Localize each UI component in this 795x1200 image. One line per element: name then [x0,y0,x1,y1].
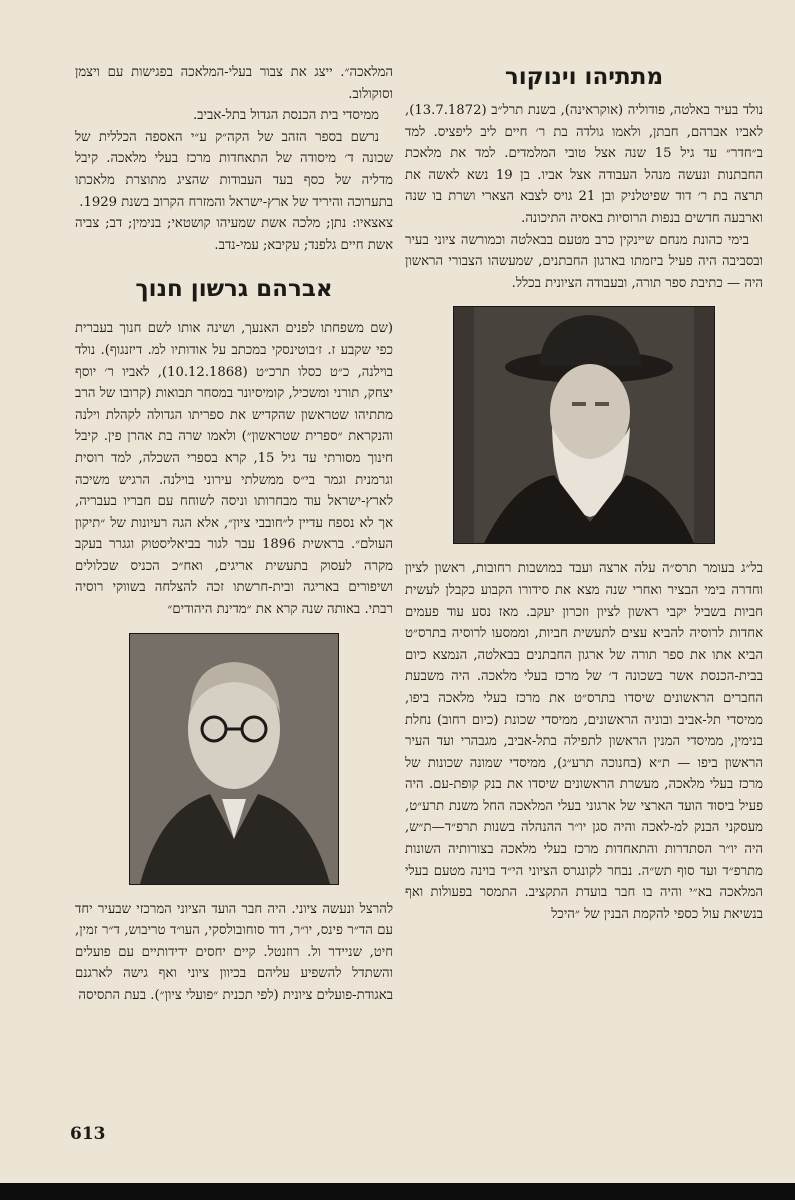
page-number: 613 [70,1124,106,1144]
article-heading-hanoch: אברהם גרשון חנוך [135,276,333,303]
article-heading-vinokur: מתתיהו וינוקור [504,64,664,90]
continuation-paragraph: נרשם בספר הזהב של הקה״ק ע״י האספה הכללית של שכונה ד׳ מיסודה של התאחדות מרכז בעלי מלאכה. קיבל מדליה של כסף בעד העבודות שהציג מתוצרת מלאכתו בתערוכה והיריד של ארץ-ישראל והמזרח הקרוב בשנת 1929. [75,129,393,210]
left-column [75,62,393,1007]
bio-paragraph: בל״ג בעומר תרס״ה עלה ארצה ועבד במושבות רחובות, ראשון לציון וחדרה בימי הבציר ואחרי שנה מצא את סידורו הקבוע כקבלן לעשית חביות בשביל יקבי ראשון לציון וזכרון יעקב. מאז נסע עוד פעמים אחדות לרוסיה להביא עצים לתעשית חביות, וממסעו לרוסיה בתרס״ט הביא אתו את ספר תורה של ארגון החבתנים בבאלטה, הנמצא כיום בבית-הכנסת אשר בשכונה ד׳ של מרכז בעלי מלאכה. היה משבעת החברים הראשונים שיסדו בתרס״ט את מרכז בעלי מלאכה ביפו, ממיסדי תל-אביב ובוניה הראשונים, ממיסדי שכונת (כיום רחוב) נחלת בנימין, ממיסדי המנין הראשון לתפילה בתל-אביב, מגבהרי ועד העיר הראשון ביפו — ת״א (בחנוכה תרע״ג), ממיסדי שמונה שכונות של מרכז בעלי מלאכה, מעשרת הראשונים שיסדו את בנק קופת-עם. היה פעיל ביסוד הועד הארצי של ארגוני בעלי המלאכה החל משנת תרע״ט, מעסקני הבנק למ-לאכה והיה סגן יו״ר ההנהלה בשנות תרפ״ד—ת״ש, היה יו״ר הסתדרות והתאחדות מרכז בעלי מלאכה בצורותיה השונות מתרפ״ד ועד סוף תש״ה. נבחר לקונגרס הציוני הי״ד בוינה מטעם בעלי המלאכה בא״י והיה בו חבר בועדת התקציב. התמסר בפעולות ואף בנשיאת עול כספי להקמת הבנין של ״היכל [405,561,763,922]
continuation-paragraph: המלאכה״. ייצג את צבור בעלי-המלאכה בפגישות עם ויצמן וסוקולוב. [75,65,393,102]
portrait-photo-vinokur [453,306,715,544]
bio-paragraph: (שם משפחתו לפנים האנעך, ושינה אותו לשם חנוך בעברית כפי שקבע ז. ז׳בוטינסקי במכתב על אודותיו למ. דיזנגוף). נולד בוילנה, כ״ט כסלו תרכ״ט (10.12.1868), לאביו ר׳ יוסף יצחק, תורני ומשכיל, קומיסיונר במסחר תבואות (קרובו של הרב מתתיהו שטראשון שהקדיש את ספריתו הגדולה לקהלת וילנה והנקראת ״ספרית שטראשון״) ולאמו שרה בת אהרן פין. קיבל חינוך מסורתי עד גיל 15, קרא בספרי השכלה, למד רוסית וגרמנית וגמר בי״ס ממשלתי עירוני בוילנה. הרגיש משיכה לארץ-ישראל עוד מבחרותו וניסה לשוחח עם חבריו בעבריה, אך לא נספח עדיין ל״חובבי ציון״, אלא הגה רעיונות של ״תיקון העולם״. בראשית 1896 עבר לגור בביאליסטוק וגגרר בעקב מקרה לעסוק בתעשית אריגים, ואח״כ הכניס שכלולים ושיפורים באריגה ובית-חרשתו זכה להצלחה בשווקי רוסיה רבתי. באותה שנה קרא את ״מדינת היהודים״ [75,321,394,618]
continuation-paragraph: ממיסדי בית הכנסת הגדול בתל-אביב. [192,108,379,124]
right-column [405,62,763,925]
descendants-paragraph: צאצאיו: נתן; מלכה אשת שמעיהו קושטאי; בנימין; דב; צביה אשת חיים גלפנד; עקיבא; עמי-נדב. [75,216,393,253]
portrait-photo-hanoch [129,633,339,885]
bio-paragraph: בימי כהונת מנחם שיינקין כרב מטעם בבאלטה וכמורשה ציוני בעיר ובסביבה היה פעיל ביזמתו בארגון החבתנים, שמעשהו הצבורי הראשון היה — כתיבת ספר תורה, ובעבודה הציונית בכלל. [405,232,763,291]
scan-border [0,1183,795,1200]
bio-paragraph: להרצל ונעשה ציוני. היה חבר הועד הציוני המרכזי שבעיר יחד עם הד״ר פינס, יו״ר, דוד סוחובולסקי, העו״ד טריבוש, ד״ר זמין, חיט, שניידר ול. רוזנטל. קיים יחסים ידידותיים עם פועלים והשתדל להשפיע עליהם בכיוון ציוני ואף גישה לארגנם באגודת-פועלים ציונית (לפי תכנית ״פועלי ציון״). בעת התסיסה [75,901,393,1004]
bio-paragraph: נולד בעיר באלטה, פודוליה (אוקראינה), בשנת תרל״ב (13.7.1872), לאביו אברהם, חבתן, ולאמו גולדה בת ר׳ חיים ליב ליפציס. למד ב״חדר״ עד גיל 15 שנה אצל טובי המלמדים. למד את מלאכת החבתנות ונעשה מנהל העבודה אצל אביו. בן 19 נשא לאשה את תרצה בת ר׳ דוד שפיטלניק ובן 21 גויס לצבא הצארי ושרת בו שנה וארבעה חדשים בנפות הרוסיות באסיה התיכונה. [405,103,764,226]
